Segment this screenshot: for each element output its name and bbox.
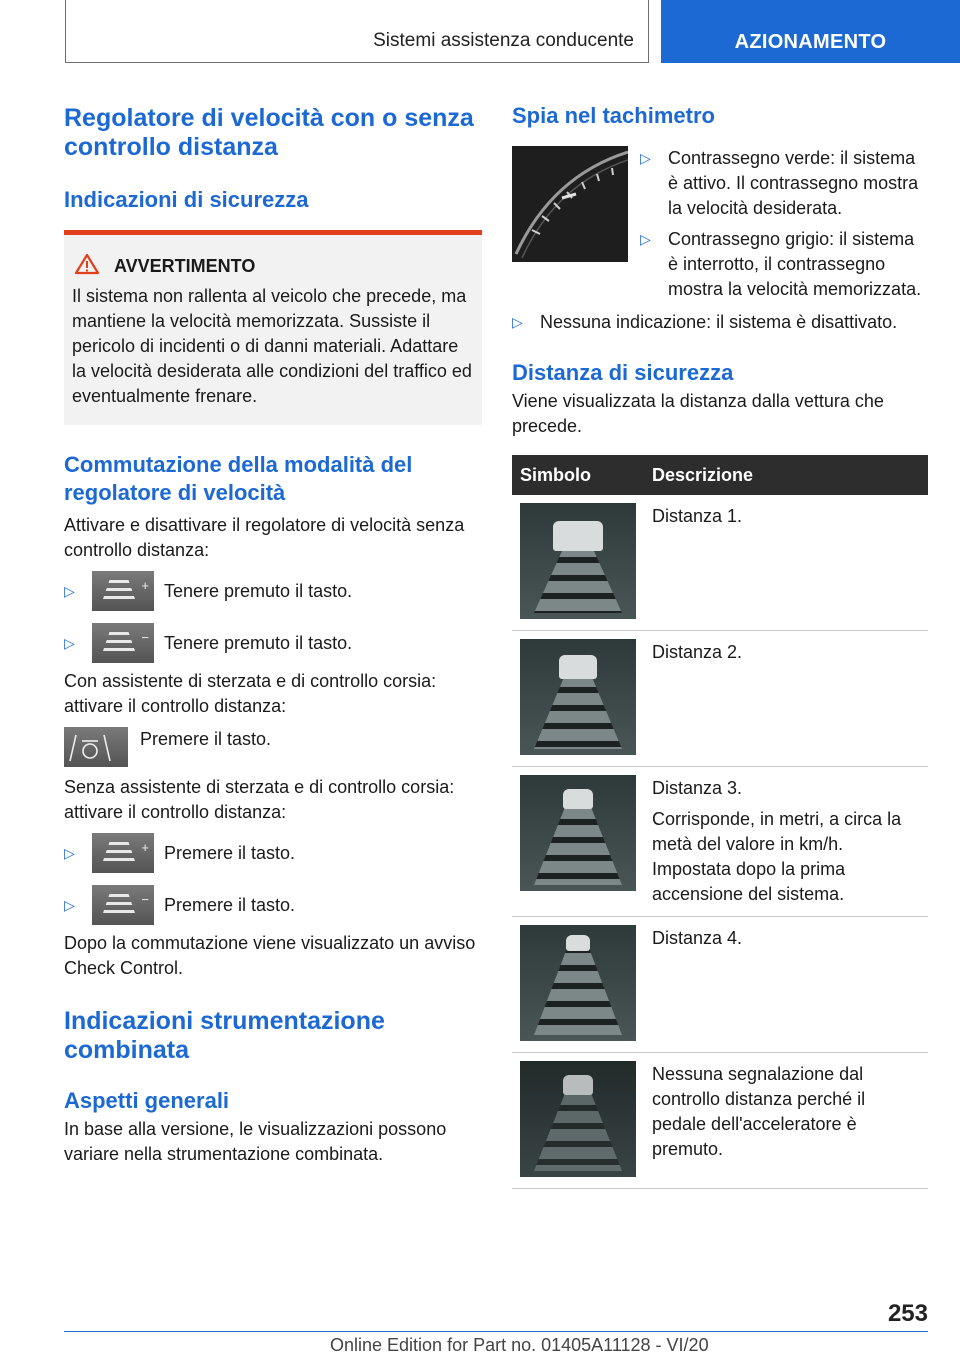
list-item: ▷ − Premere il tasto. xyxy=(64,885,482,925)
distance-inactive-image xyxy=(520,1061,636,1177)
warning-triangle-icon xyxy=(74,253,100,280)
safety-heading: Indicazioni di sicurezza xyxy=(64,187,309,212)
left-column xyxy=(64,104,482,1167)
footer-edition: Online Edition for Part no. 01405A11128 - VI/20 xyxy=(330,1335,709,1355)
table-row: Distanza 3. Corrisponde, in metri, a circa la metà del valore in km/h. Impostata dopo la prima accensione del sistema. xyxy=(512,767,928,917)
triangle-bullet-icon: ▷ xyxy=(640,231,651,247)
footer-divider xyxy=(64,1331,928,1332)
column-header-description: Descrizione xyxy=(644,455,928,495)
list-item: ▷ − Tenere premuto il tasto. xyxy=(64,623,482,663)
distance-paragraph: Viene visualizzata la distanza dalla vettura che precede. xyxy=(512,391,884,436)
general-heading: Aspetti generali xyxy=(64,1088,230,1113)
distance-2-image xyxy=(520,639,636,755)
section-title: Regolatore di velocità con o senza controllo distanza xyxy=(64,104,474,161)
table-row: Distanza 2. xyxy=(512,631,928,767)
switch-heading: Commutazione della modalità del regolatore di velocità xyxy=(64,452,413,505)
distance-table xyxy=(512,455,928,1189)
table-row: Nessuna segnalazione dal controllo distanza perché il pedale dell'acceleratore è premuto. xyxy=(512,1053,928,1189)
list-item: Premere il tasto. xyxy=(64,727,482,767)
header-title: Sistemi assistenza conducente xyxy=(373,30,634,51)
acc-lanes-plus-icon: + xyxy=(92,571,154,611)
page-number: 253 xyxy=(887,1300,928,1327)
tacho-heading: Spia nel tachimetro xyxy=(512,103,715,128)
steering-assist-icon xyxy=(64,727,128,767)
acc-lanes-minus-icon: − xyxy=(92,885,154,925)
distance-1-image xyxy=(520,503,636,619)
table-row: Distanza 4. xyxy=(512,917,928,1053)
header-tab[interactable]: AZIONAMENTO xyxy=(661,0,960,63)
acc-lanes-plus-icon: + xyxy=(92,833,154,873)
acc-lanes-minus-icon: − xyxy=(92,623,154,663)
speedometer-image xyxy=(512,146,628,262)
without-assist-paragraph: Senza assistente di sterzata e di controllo corsia: attivare il controllo distanza: xyxy=(64,777,455,822)
triangle-bullet-icon: ▷ xyxy=(64,634,75,651)
list-item: ▷ Contrassegno grigio: il sistema è interrotto, il contrassegno mostra la velocità memorizzata. xyxy=(640,229,922,299)
instrument-heading: Indicazioni strumentazione combinata xyxy=(64,1007,385,1064)
list-item: ▷ Nessuna indicazione: il sistema è disattivato. xyxy=(512,310,928,335)
warning-title: AVVERTIMENTO xyxy=(114,256,256,276)
triangle-bullet-icon: ▷ xyxy=(64,896,75,913)
with-assist-paragraph: Con assistente di sterzata e di controllo corsia: attivare il controllo distanza: xyxy=(64,671,437,716)
switch-paragraph: Attivare e disattivare il regolatore di velocità senza controllo distanza: xyxy=(64,515,465,560)
distance-3-image xyxy=(520,775,636,891)
triangle-bullet-icon: ▷ xyxy=(64,844,75,861)
triangle-bullet-icon: ▷ xyxy=(64,582,75,599)
triangle-bullet-icon: ▷ xyxy=(512,314,523,330)
list-item: ▷ + Premere il tasto. xyxy=(64,833,482,873)
after-switch-paragraph: Dopo la commutazione viene visualizzato un avviso Check Control. xyxy=(64,933,476,978)
distance-heading: Distanza di sicurezza xyxy=(512,360,734,385)
column-header-symbol: Simbolo xyxy=(512,455,644,495)
warning-text: Il sistema non rallenta al veicolo che precede, ma mantiene la velocità memorizzata. Sussiste il pericolo di incidenti o di danni materiali. Adattare la velocità desiderata alle condizioni del traffico ed eventualmente frenare. xyxy=(72,286,472,406)
list-item: ▷ + Tenere premuto il tasto. xyxy=(64,571,482,611)
list-item: ▷ Contrassegno verde: il sistema è attivo. Il contrassegno mostra la velocità desiderata. xyxy=(640,148,919,218)
distance-4-image xyxy=(520,925,636,1041)
triangle-bullet-icon: ▷ xyxy=(640,150,651,166)
warning-box xyxy=(64,230,482,425)
right-column xyxy=(512,102,928,1189)
general-paragraph: In base alla versione, le visualizzazioni possono variare nella strumentazione combinata. xyxy=(64,1119,447,1164)
header-frame xyxy=(65,0,649,63)
table-row: Distanza 1. xyxy=(512,495,928,631)
